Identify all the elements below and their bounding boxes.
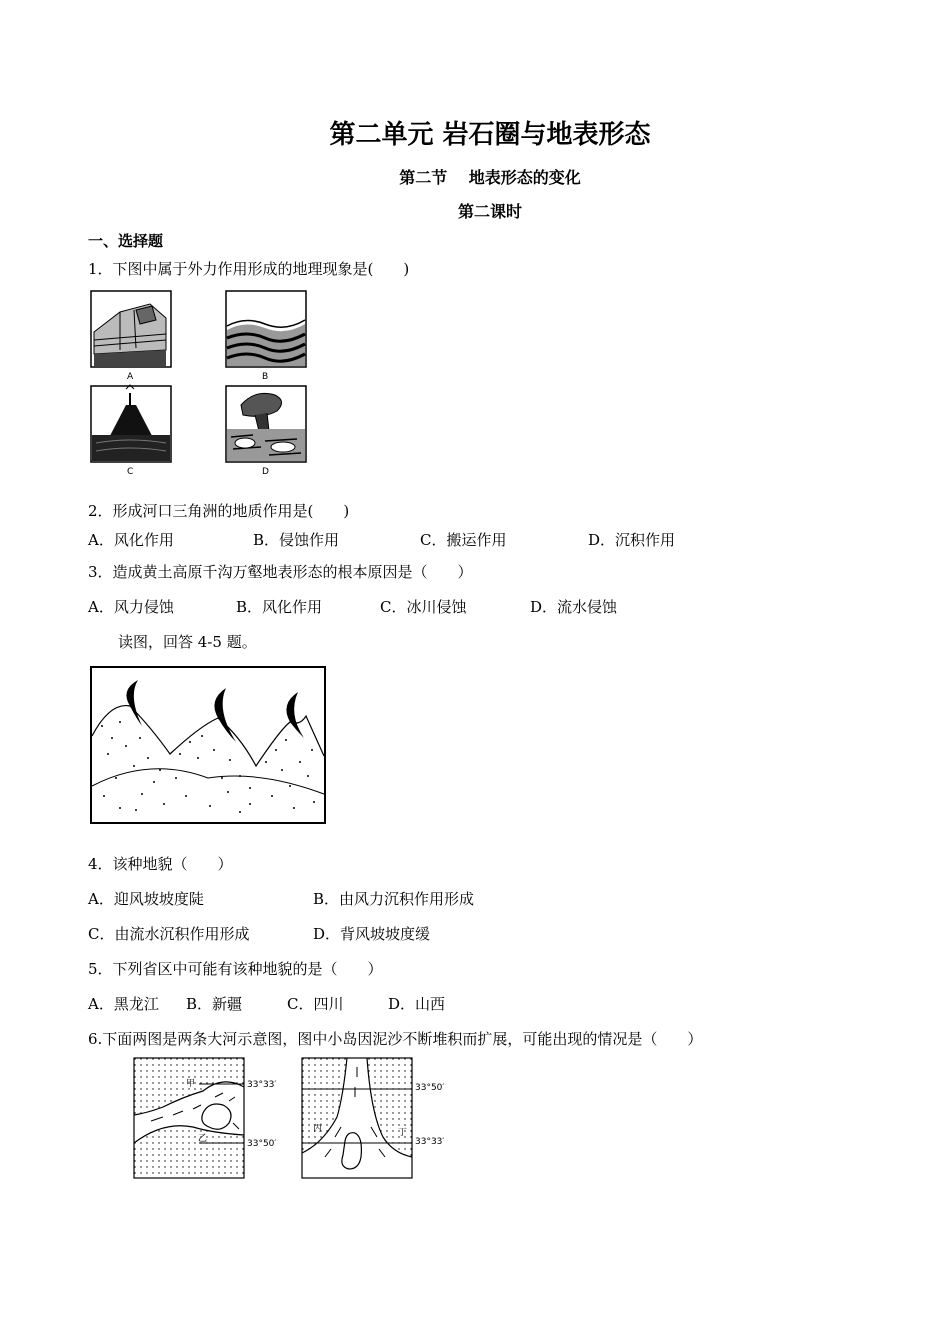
q1-figure-d	[225, 385, 307, 463]
q1-label-d: D	[262, 467, 269, 477]
question-3-stem: 3．造成黄土高原千沟万壑地表形态的根本原因是（ ）	[88, 563, 473, 581]
q4-option-a: A．迎风坡坡度陡	[88, 890, 204, 908]
question-2-stem: 2．形成河口三角洲的地质作用是( )	[88, 502, 350, 520]
q4-option-c: C．由流水沉积作用形成	[88, 925, 250, 943]
q2-option-c: C．搬运作用	[420, 531, 507, 549]
left-map-lat-bottom: 33°50′	[247, 1139, 277, 1149]
q1-figure-a	[90, 290, 172, 368]
dune-figure	[90, 666, 326, 824]
left-map-lat-top: 33°33′	[247, 1080, 277, 1090]
right-map-lat-bottom: 33°33′	[415, 1137, 445, 1147]
q1-label-b: B	[262, 372, 269, 382]
question-5-stem: 5．下列省区中可能有该种地貌的是（ ）	[88, 960, 383, 978]
left-map-label-jia: 甲	[186, 1079, 196, 1089]
intro-4-5: 读图，回答 4-5 题。	[118, 633, 257, 651]
q3-option-b: B．风化作用	[236, 598, 323, 616]
left-map-label-yi: 乙	[198, 1134, 208, 1144]
page-title: 第二单元 岩石圈与地表形态	[329, 120, 651, 150]
q5-option-d: D．山西	[388, 995, 446, 1013]
q1-figure-b	[225, 290, 307, 368]
question-4-stem: 4．该种地貌（ ）	[88, 855, 233, 873]
q3-option-d: D．流水侵蚀	[530, 598, 618, 616]
q2-option-b: B．侵蚀作用	[253, 531, 340, 549]
lesson-title: 第二课时	[457, 202, 522, 221]
question-6-stem: 6.下面两图是两条大河示意图，图中小岛因泥沙不断堆积而扩展，可能出现的情况是（ ）	[88, 1030, 703, 1048]
section-title: 第二节 地表形态的变化	[399, 168, 581, 187]
right-map-label-ding: 丁	[398, 1128, 408, 1138]
q2-option-a: A．风化作用	[88, 531, 174, 549]
q2-option-d: D．沉积作用	[588, 531, 676, 549]
q1-figure-c	[90, 385, 172, 463]
river-map-right	[301, 1057, 413, 1179]
q3-option-a: A．风力侵蚀	[88, 598, 174, 616]
q4-option-d: D．背风坡坡度缓	[313, 925, 431, 943]
q3-option-c: C．冰川侵蚀	[380, 598, 467, 616]
q5-option-a: A．黑龙江	[88, 995, 159, 1013]
right-map-lat-top: 33°50′	[415, 1083, 445, 1093]
question-1-stem: 1．下图中属于外力作用形成的地理现象是( )	[88, 260, 410, 278]
right-map-label-bing: 丙	[313, 1124, 323, 1134]
q4-option-b: B．由风力沉积作用形成	[313, 890, 475, 908]
q1-label-a: A	[127, 372, 134, 382]
q1-label-c: C	[127, 467, 134, 477]
part-heading: 一、选择题	[88, 232, 164, 250]
q5-option-b: B．新疆	[186, 995, 243, 1013]
q5-option-c: C．四川	[287, 995, 344, 1013]
